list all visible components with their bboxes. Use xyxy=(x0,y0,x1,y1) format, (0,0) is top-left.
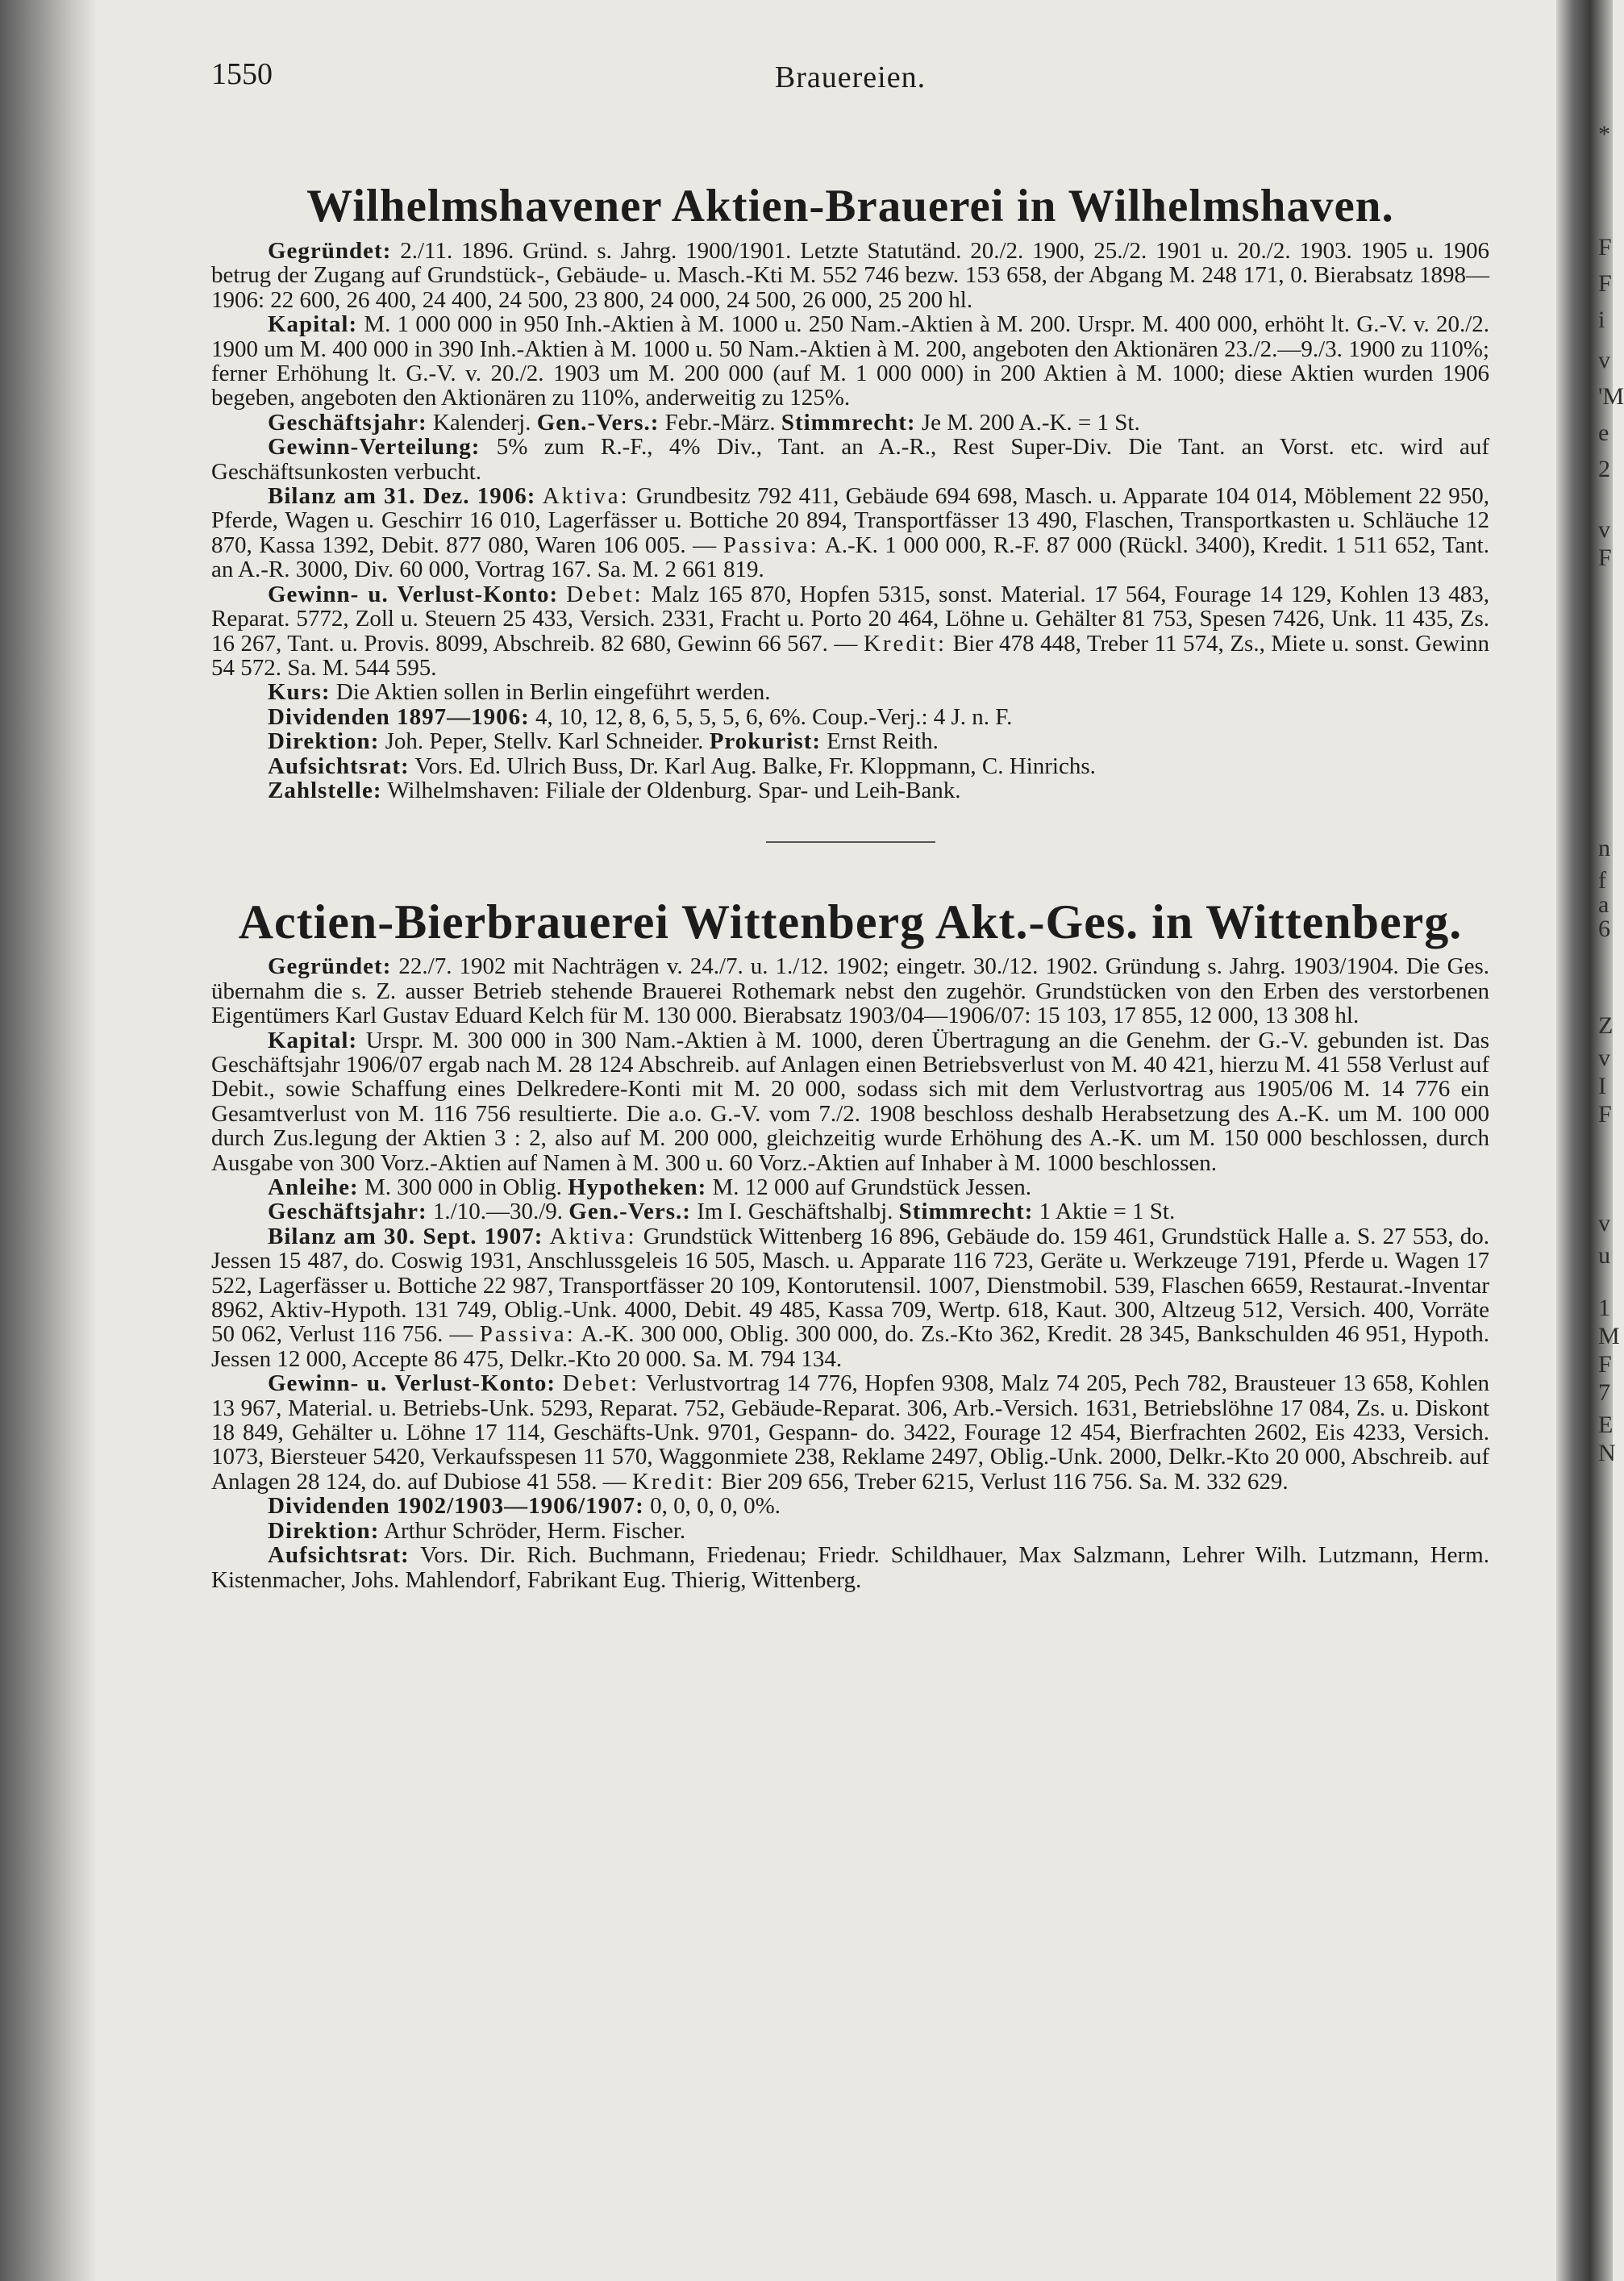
margin-char: F xyxy=(1598,270,1612,297)
margin-char: F xyxy=(1598,544,1612,571)
paragraph xyxy=(211,705,1489,729)
paragraph xyxy=(211,582,1489,681)
running-title: Brauereien. xyxy=(774,60,927,94)
field-text: Kalenderj. xyxy=(427,409,537,436)
paragraph xyxy=(211,1494,1489,1518)
book-spine-left xyxy=(0,0,97,2281)
margin-char: E xyxy=(1598,1412,1614,1438)
field-label: Prokurist: xyxy=(709,728,822,755)
field-label: Bilanz am 31. Dez. 1906: xyxy=(268,483,536,510)
margin-char: 'M xyxy=(1598,383,1624,410)
margin-char: 6 xyxy=(1598,915,1610,942)
field-text: Grundstück Wittenberg 16 896, Gebäude do. 159 461, Grundstück Halle a. S. 27 553, do. Jessen 15 487, do. Coswig 1931, Anschlussgeleis 16 505, Masch. u. Apparate 116 723, Geräte u. Werkzeuge 7191, Pferde u. Wagen 17 522, Lagerfässer u. Bottiche 22 987, Transportfässer 20 109, Kontorutensil. 1007, Dienstmobil. 539, Flaschen 6659, Restaurat.-Inventar 8962, Aktiv-Hypoth. 131 749, Oblig.-Unk. 4000, Debit. 49 485, Kassa 709, Wertp. 618, Kaut. 300, Altzeug 512, Versich. 400, Vorräte 50 062, Verlust 116 756. — xyxy=(211,1223,1489,1348)
account-side-label: Debet: xyxy=(566,581,643,607)
margin-char: I xyxy=(1598,1073,1606,1099)
field-text: Joh. Peper, Stellv. Karl Schneider. xyxy=(379,728,710,755)
field-text: 2./11. 1896. Gründ. s. Jahrg. 1900/1901. Letzte Statutänd. 20./2. 1900, 25./2. 1901 u. 20./2. 1903. 1905 u. 1906 betrug der Zugang auf Grundstück-, Gebäude- u. Masch.-Kti M. 552 746 bezw. 153 658, der Abgang M. 248 171, 0. Bierabsatz 1898—1906: 22 600, 26 400, 24 400, 24 500, 23 800, 24 000, 24 500, 26 000, 25 200 hl. xyxy=(211,238,1489,313)
field-text: Wilhelmshaven: Filiale der Oldenburg. Spar- und Leih-Bank. xyxy=(381,777,961,803)
field-label: Aufsichtsrat: xyxy=(268,1542,410,1569)
account-side-label: Kredit: xyxy=(863,630,947,657)
paragraph xyxy=(211,1371,1489,1494)
field-text: Urspr. M. 300 000 in 300 Nam.-Aktien à M. 1000, deren Übertragung an die Genehm. der G.-V. gebunden ist. Das Geschäftsjahr 1906/07 ergab nach M. 28 124 Abschreib. auf Anlagen einen Betriebsverlust von M. 40 421, hierzu M. 41 558 Verlust auf Debit., sowie Schaffung eines Delkredere-Konti mit M. 20 000, sodass sich mit dem Verlustvortrag aus 1905/06 M. 14 776 ein Gesamtverlust von M. 116 756 resultierte. Die a.o. G.-V. vom 7./2. 1908 beschloss deshalb Herabsetzung des A.-K. um M. 100 000 durch Zus.legung der Aktien 3 : 2, also auf M. 200 000, gleichzeitig wurde Erhöhung des A.-K. um M. 150 000 beschlossen, durch Ausgabe von 300 Vorz.-Aktien auf Namen à M. 300 u. 60 Vorz.-Aktien auf Inhaber à M. 1000 beschlossen. xyxy=(211,1027,1489,1176)
field-text: A.-K. 300 000, Oblig. 300 000, do. Zs.-Kto 362, Kredit. 28 345, Bankschulden 46 951, Hypoth. Jessen 12 000, Accepte 86 475, Delkr.-Kto 20 000. Sa. M. 794 134. xyxy=(211,1321,1490,1372)
account-side-label: Aktiva: xyxy=(549,1223,637,1249)
paragraph xyxy=(211,680,1489,704)
account-side-label: Passiva: xyxy=(479,1321,576,1348)
field-text: A.-K. 1 000 000, R.-F. 87 000 (Rückl. 3400), Kredit. 1 511 652, Tant. an A.-R. 3000, Div. 60 000, Vortrag 167. Sa. M. 2 661 819. xyxy=(211,532,1489,583)
field-label: Direktion: xyxy=(268,1517,380,1544)
field-text: Febr.-März. xyxy=(659,409,781,436)
field-label: Gen.-Vers.: xyxy=(536,409,660,436)
field-text: Vors. Ed. Ulrich Buss, Dr. Karl Aug. Balke, Fr. Kloppmann, C. Hinrichs. xyxy=(409,753,1096,779)
field-text: Grundbesitz 792 411, Gebäude 694 698, Masch. u. Apparate 104 014, Möblement 22 950, Pferde, Wagen u. Geschirr 16 010, Lagerfässer u. Bottiche 20 894, Transportfässer 13 490, Flaschen, Transportkasten u. Schläuche 12 870, Kassa 1392, Debit. 877 080, Waren 106 005. — xyxy=(211,483,1489,558)
margin-char: e xyxy=(1598,419,1609,446)
field-label: Bilanz am 30. Sept. 1907: xyxy=(268,1223,543,1249)
paragraph xyxy=(211,411,1489,435)
paragraph xyxy=(211,1175,1489,1199)
margin-char: a xyxy=(1598,891,1609,918)
margin-char: 7 xyxy=(1598,1379,1610,1406)
paragraph xyxy=(211,312,1489,411)
margin-char: F xyxy=(1598,234,1612,261)
account-side-label: Aktiva: xyxy=(542,483,630,510)
paragraph xyxy=(211,435,1489,484)
field-label: Anleihe: xyxy=(268,1174,359,1200)
margin-char: * xyxy=(1598,121,1610,148)
field-text: 0, 0, 0, 0, 0%. xyxy=(643,1493,781,1520)
field-label: Kapital: xyxy=(268,311,358,338)
margin-char: u xyxy=(1598,1242,1610,1269)
field-text xyxy=(558,582,566,607)
field-text: Ernst Reith. xyxy=(821,728,939,755)
field-label: Geschäftsjahr: xyxy=(268,409,427,436)
field-label: Gegründet: xyxy=(268,953,392,980)
field-label: Gewinn- u. Verlust-Konto: xyxy=(268,1370,556,1397)
field-label: Geschäftsjahr: xyxy=(268,1199,427,1225)
margin-char: Z xyxy=(1598,1012,1614,1039)
margin-char: n xyxy=(1598,835,1610,861)
field-text: Bier 478 448, Treber 11 574, Zs., Miete u. sonst. Gewinn 54 572. Sa. M. 544 595. xyxy=(211,630,1489,681)
field-text: Je M. 200 A.-K. = 1 St. xyxy=(915,409,1140,436)
field-text: 1./10.—30./9. xyxy=(427,1199,569,1225)
field-label: Stimmrecht: xyxy=(898,1199,1034,1225)
paragraph xyxy=(211,1519,1489,1543)
account-side-label: Debet: xyxy=(562,1370,639,1397)
field-label: Gewinn-Verteilung: xyxy=(268,434,481,461)
section-1-title: Wilhelmshavener Aktien-Brauerei in Wilhelmshaven. xyxy=(306,181,1394,231)
field-text xyxy=(556,1370,563,1396)
paragraph xyxy=(211,778,1489,803)
margin-char: M xyxy=(1598,1323,1620,1349)
paragraph xyxy=(211,484,1489,582)
field-label: Zahlstelle: xyxy=(268,777,382,803)
field-text: M. 300 000 in Oblig. xyxy=(358,1174,568,1200)
account-side-label: Kredit: xyxy=(631,1468,716,1495)
section-2-title: Actien-Bierbrauerei Wittenberg Akt.-Ges. in Wittenberg. xyxy=(238,895,1463,949)
field-label: Gewinn- u. Verlust-Konto: xyxy=(268,581,559,607)
paragraph xyxy=(211,1199,1489,1224)
margin-char: v xyxy=(1598,516,1610,543)
field-text xyxy=(535,483,542,509)
field-label: Gen.-Vers.: xyxy=(568,1199,691,1225)
section-1-body xyxy=(211,239,1489,803)
field-text: Arthur Schröder, Herm. Fischer. xyxy=(379,1517,686,1544)
page xyxy=(211,48,1489,1592)
margin-char: F xyxy=(1598,1101,1612,1128)
field-label: Dividenden 1897—1906: xyxy=(268,703,530,730)
field-text: Im I. Geschäftshalbj. xyxy=(690,1199,899,1225)
field-label: Gegründet: xyxy=(268,238,392,264)
paragraph xyxy=(211,1543,1489,1592)
margin-char: f xyxy=(1598,867,1606,894)
field-label: Kapital: xyxy=(268,1027,358,1053)
section-2-body xyxy=(211,954,1489,1592)
margin-char: i xyxy=(1598,306,1605,333)
field-text xyxy=(543,1224,549,1249)
field-text: 5% zum R.-F., 4% Div., Tant. an A.-R., Rest Super-Div. Die Tant. an Vorst. etc. wird auf Geschäftsunkosten verbucht. xyxy=(211,434,1489,485)
paragraph xyxy=(211,954,1489,1028)
running-header xyxy=(211,48,1489,97)
field-label: Dividenden 1902/1903—1906/1907: xyxy=(268,1493,644,1520)
margin-char: v xyxy=(1598,1210,1610,1236)
field-text: Die Aktien sollen in Berlin eingeführt werden. xyxy=(330,679,771,706)
book-spine-right xyxy=(1556,0,1613,2281)
field-text: 22./7. 1902 mit Nachträgen v. 24./7. u. 1./12. 1902; eingetr. 30./12. 1902. Gründung s. Jahrg. 1903/1904. Die Ges. übernahm die s. Z. ausser Betrieb stehende Brauerei Rothemark nebst den zugehör. Grundstücken von den Erben des verstorbenen Eigentümers Karl Gustav Eduard Kelch für M. 130 000. Bierabsatz 1903/04—1906/07: 15 103, 17 855, 12 000, 13 308 hl. xyxy=(211,953,1489,1029)
field-text: Bier 209 656, Treber 6215, Verlust 116 756. Sa. M. 332 629. xyxy=(715,1468,1289,1495)
field-text: M. 12 000 auf Grundstück Jessen. xyxy=(706,1174,1031,1200)
field-label: Aufsichtsrat: xyxy=(268,753,410,779)
field-label: Direktion: xyxy=(268,728,380,755)
section-divider xyxy=(766,841,935,843)
field-text: 4, 10, 12, 8, 6, 5, 5, 5, 6, 6%. Coup.-Verj.: 4 J. n. F. xyxy=(529,703,1013,730)
field-text: M. 1 000 000 in 950 Inh.-Aktien à M. 1000 u. 250 Nam.-Aktien à M. 200. Urspr. M. 400 000, erhöht lt. G.-V. v. 20./2. 1900 um M. 400 000 in 390 Inh.-Aktien à M. 1000 u. 50 Nam.-Aktien à M. 200, angeboten den Aktionären 23./2.—9./3. 1900 zu 110%; ferner Erhöhung lt. G.-V. v. 20./2. 1903 um M. 200 000 (auf M. 1 000 000) in 200 Aktien à M. 1000; diese Aktien wurden 1906 begeben, angeboten den Aktionären zu 110%, anderweitig zu 125%. xyxy=(211,311,1489,411)
field-text: 1 Aktie = 1 St. xyxy=(1033,1199,1176,1225)
paragraph xyxy=(211,729,1489,753)
paragraph xyxy=(211,239,1489,312)
margin-char: N xyxy=(1598,1440,1616,1466)
margin-char: 1 xyxy=(1598,1295,1610,1321)
field-label: Kurs: xyxy=(268,679,331,706)
margin-char: v xyxy=(1598,1045,1610,1071)
field-text: Verlustvortrag 14 776, Hopfen 9308, Malz 74 205, Pech 782, Brausteuer 13 658, Kohlen 13 967, Material. u. Betriebs-Unk. 5293, Reparat. 752, Gebäude-Reparat. 306, Arb.-Versich. 1631, Betriebslöhne 17 084, Zs. u. Diskont 18 849, Gehälter u. Löhne 17 114, Geschäfts-Unk. 9701, Gespann- do. 3422, Fourage 12 454, Bierfrachten 2602, Eis 4233, Versich. 1073, Biersteuer 5420, Verkaufsspesen 11 570, Waggonmiete 238, Reklame 2497, Oblig.-Unk. 2000, Delkr.-Kto 20 000, Abschreib. auf Anlagen 28 124, do. auf Dubiose 41 558. — xyxy=(211,1370,1490,1495)
field-text: Vors. Dir. Rich. Buchmann, Friedenau; Friedr. Schildhauer, Max Salzmann, Lehrer Wilh. Lutzmann, Herm. Kistenmacher, Johs. Mahlendorf, Fabrikant Eug. Thierig, Wittenberg. xyxy=(211,1542,1489,1593)
paragraph xyxy=(211,1028,1489,1175)
field-label: Stimmrecht: xyxy=(781,409,916,436)
paragraph xyxy=(211,754,1489,778)
paragraph xyxy=(211,1224,1489,1371)
margin-char: F xyxy=(1598,1351,1612,1378)
page-number: 1550 xyxy=(211,57,273,91)
margin-char: v xyxy=(1598,347,1610,373)
account-side-label: Passiva: xyxy=(722,532,819,558)
margin-char: 2 xyxy=(1598,456,1610,482)
field-text: Malz 165 870, Hopfen 5315, sonst. Material. 17 564, Fourage 14 129, Kohlen 13 483, Reparat. 5772, Zoll u. Steuern 25 433, Versich. 2331, Fracht u. Porto 20 464, Löhne u. Gehälter 81 753, Spesen 7426, Unk. 11 435, Zs. 16 267, Tant. u. Provis. 8099, Abschreib. 82 680, Gewinn 66 567. — xyxy=(211,581,1489,657)
field-label: Hypotheken: xyxy=(568,1174,707,1200)
